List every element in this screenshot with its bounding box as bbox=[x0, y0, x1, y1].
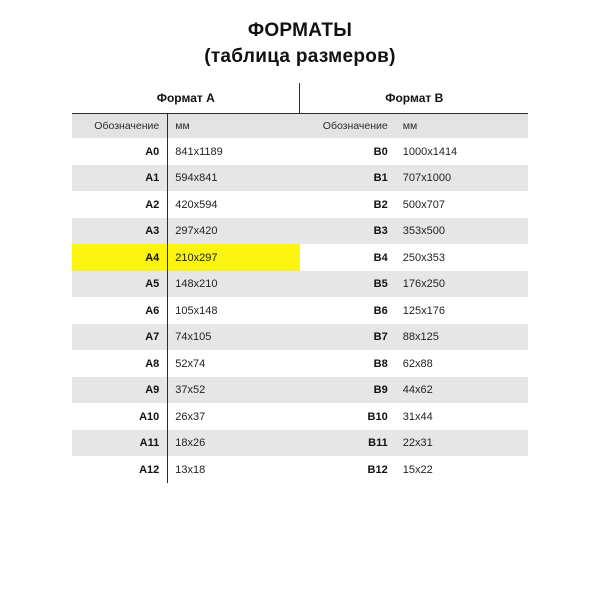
row-b-code: B10 bbox=[367, 410, 388, 423]
table-row bbox=[72, 324, 528, 351]
row-a-code: A1 bbox=[72, 165, 168, 192]
table-row bbox=[72, 218, 528, 245]
subheader-b-unit: мм bbox=[396, 114, 528, 139]
table-row bbox=[72, 191, 528, 218]
row-a-code: A0 bbox=[72, 138, 168, 165]
row-b-code: B8 bbox=[373, 357, 388, 370]
row-b-code: B3 bbox=[300, 218, 396, 245]
row-a-value: 297x420 bbox=[168, 218, 300, 245]
subheader-row bbox=[72, 114, 528, 139]
row-b-code: B1 bbox=[300, 165, 396, 192]
row-a-code: A10 bbox=[72, 403, 168, 430]
row-b-value: 31x44 bbox=[402, 410, 433, 423]
table-row bbox=[72, 350, 528, 377]
row-b-value: 15x22 bbox=[402, 463, 433, 476]
page-title bbox=[72, 18, 528, 69]
row-a-value: 13x18 bbox=[175, 463, 206, 476]
row-a-value: 148x210 bbox=[168, 271, 300, 298]
row-a-code: A12 bbox=[72, 456, 168, 483]
row-b-code: B6 bbox=[373, 304, 388, 317]
table-row bbox=[72, 271, 528, 298]
table-row bbox=[72, 244, 528, 271]
row-b-code: B11 bbox=[300, 430, 396, 457]
group-header-a: Формат А bbox=[72, 83, 300, 114]
row-a-code: A3 bbox=[72, 218, 168, 245]
row-a-value: 420x594 bbox=[175, 198, 218, 211]
table-row bbox=[72, 138, 528, 165]
title-line-2: (таблица размеров) bbox=[204, 45, 396, 67]
row-a-code: A4 bbox=[72, 244, 168, 271]
row-b-code: B2 bbox=[373, 198, 388, 211]
row-b-code: B7 bbox=[300, 324, 396, 351]
table-row bbox=[72, 456, 528, 483]
table-row bbox=[72, 297, 528, 324]
row-b-value: 125x176 bbox=[402, 304, 445, 317]
row-a-code: A8 bbox=[72, 350, 168, 377]
row-b-code: B5 bbox=[300, 271, 396, 298]
row-a-value: 841x1189 bbox=[175, 145, 223, 158]
row-a-value: 37x52 bbox=[168, 377, 300, 404]
row-a-value: 105x148 bbox=[175, 304, 218, 317]
row-a-value: 74x105 bbox=[168, 324, 300, 351]
row-b-code: B9 bbox=[300, 377, 396, 404]
row-a-code: A2 bbox=[72, 191, 168, 218]
subheader-a-code: Обозначение bbox=[72, 114, 168, 139]
row-a-code: A9 bbox=[72, 377, 168, 404]
group-header-row bbox=[72, 83, 528, 114]
row-b-value: 176x250 bbox=[396, 271, 528, 298]
row-b-value: 707x1000 bbox=[396, 165, 528, 192]
title-line-1: ФОРМАТЫ bbox=[247, 20, 353, 41]
row-b-code: B0 bbox=[373, 145, 388, 158]
row-a-value: 18x26 bbox=[168, 430, 300, 457]
table-row bbox=[72, 403, 528, 430]
row-a-code: A11 bbox=[72, 430, 168, 457]
row-b-code: B12 bbox=[367, 463, 388, 476]
subheader-a-unit: мм bbox=[168, 114, 300, 139]
row-a-value: 210x297 bbox=[168, 244, 300, 271]
row-b-value: 22x31 bbox=[396, 430, 528, 457]
table-row bbox=[72, 430, 528, 457]
row-b-value: 250x353 bbox=[402, 251, 445, 264]
table-body bbox=[72, 83, 528, 483]
group-header-b: Формат В bbox=[300, 83, 528, 114]
row-a-code: A6 bbox=[72, 297, 168, 324]
row-b-value: 500x707 bbox=[402, 198, 445, 211]
row-b-code: B4 bbox=[373, 251, 388, 264]
row-b-value: 62x88 bbox=[402, 357, 433, 370]
row-a-value: 52x74 bbox=[175, 357, 206, 370]
row-a-code: A7 bbox=[72, 324, 168, 351]
row-a-code: A5 bbox=[72, 271, 168, 298]
table-row bbox=[72, 377, 528, 404]
row-b-value: 44x62 bbox=[396, 377, 528, 404]
table-row bbox=[72, 165, 528, 192]
row-a-value: 26x37 bbox=[175, 410, 206, 423]
row-a-value: 594x841 bbox=[168, 165, 300, 192]
row-b-value: 353x500 bbox=[396, 218, 528, 245]
row-b-value: 1000x1414 bbox=[402, 145, 458, 158]
paper-formats-table bbox=[72, 83, 528, 483]
subheader-b-code: Обозначение bbox=[300, 114, 396, 139]
row-b-value: 88x125 bbox=[396, 324, 528, 351]
